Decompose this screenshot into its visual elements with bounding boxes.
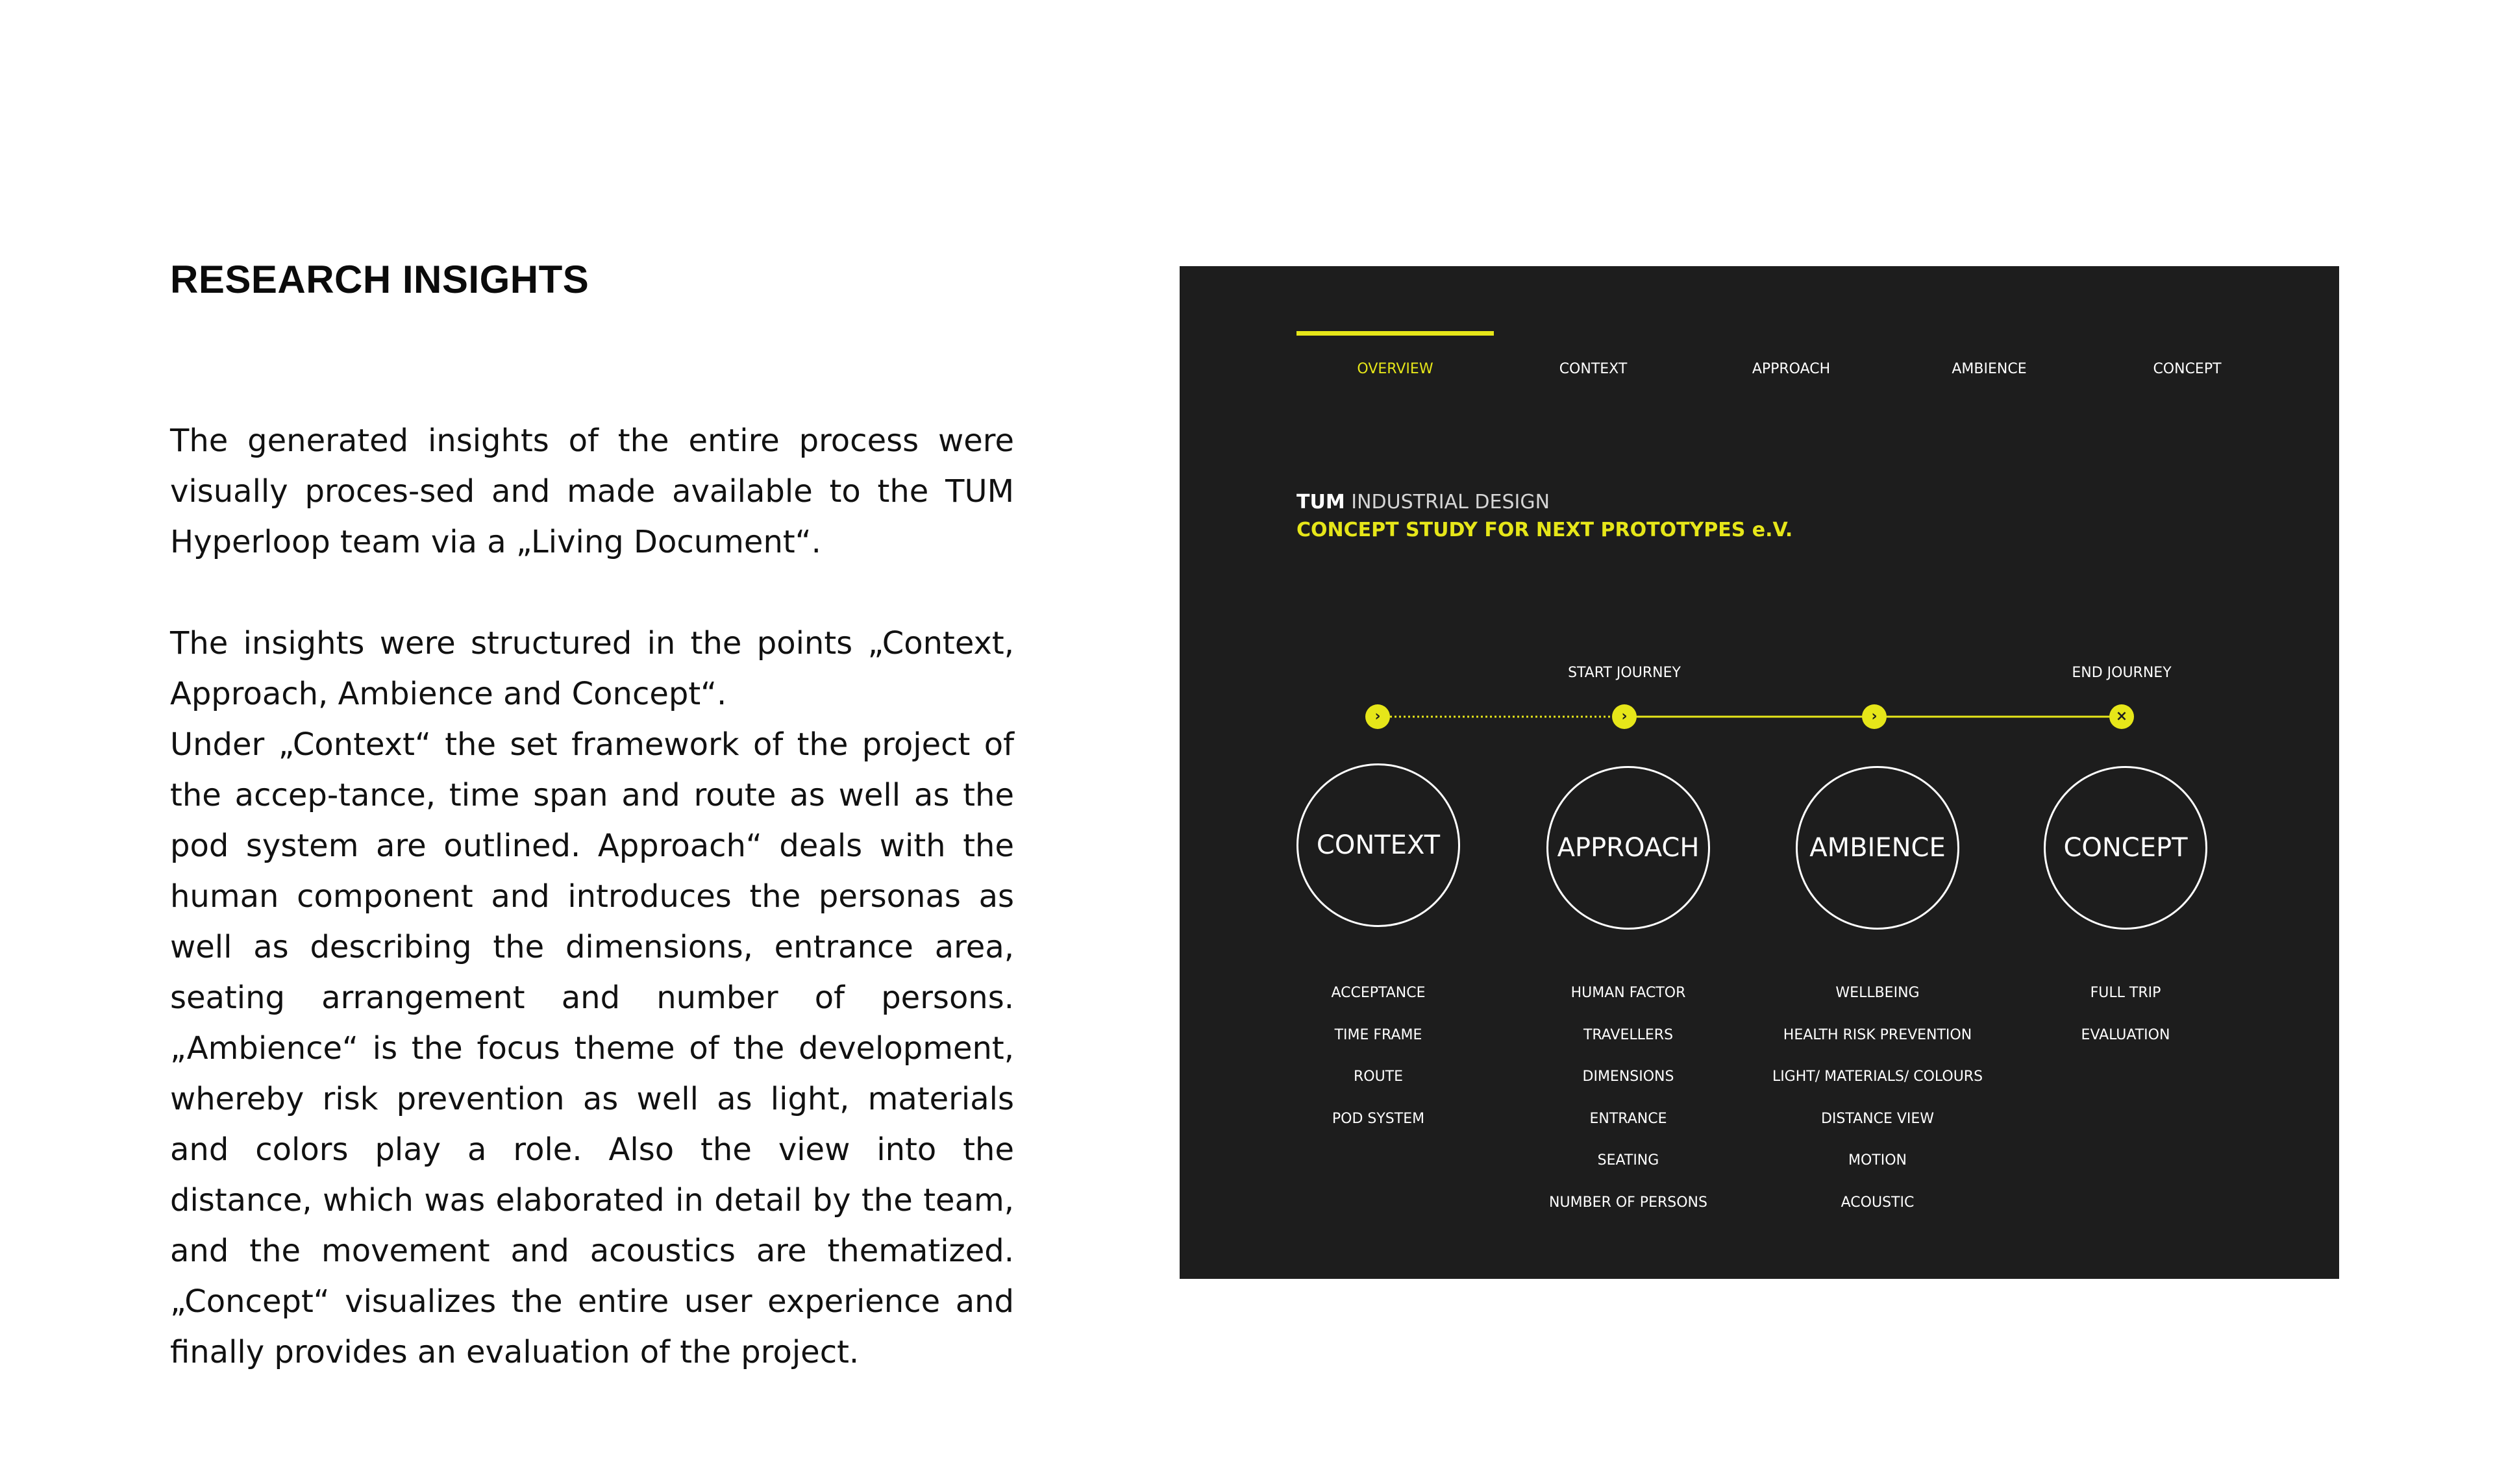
list-item: FULL TRIP <box>2090 985 2161 1001</box>
living-document-panel <box>1180 266 2339 1279</box>
list-item: HEALTH RISK PREVENTION <box>1783 1026 1972 1043</box>
tab-label: APPROACH <box>1752 361 1831 377</box>
body-text <box>170 415 1014 1378</box>
concept-items <box>2009 983 2242 1067</box>
tab-context[interactable] <box>1495 331 1692 383</box>
ambience-items <box>1761 983 1994 1235</box>
tab-ambience[interactable] <box>1891 331 2088 383</box>
list-item: DISTANCE VIEW <box>1820 1110 1935 1127</box>
list-item: ENTRANCE <box>1589 1110 1667 1127</box>
concept-circle[interactable] <box>2044 766 2207 930</box>
panel-nav <box>1296 331 2286 383</box>
paragraph-intro: The generated insights of the entire process were visually proces-sed and made available to the TUM Hyperloop team via a „Living Document“. <box>170 423 1014 560</box>
list-item: ROUTE <box>1353 1069 1404 1085</box>
tab-label: CONCEPT <box>2153 361 2222 377</box>
circle-label: APPROACH <box>1557 833 1700 863</box>
list-item: TIME FRAME <box>1334 1026 1422 1043</box>
list-item: MOTION <box>1848 1152 1907 1169</box>
circle-label: AMBIENCE <box>1809 833 1946 863</box>
tab-overview[interactable] <box>1296 331 1494 383</box>
ambience-circle[interactable] <box>1796 766 1959 930</box>
context-circle[interactable] <box>1296 763 1460 927</box>
circle-label: CONTEXT <box>1316 830 1441 860</box>
chevron-right-icon[interactable]: › <box>1365 704 1390 729</box>
approach-items <box>1511 983 1745 1235</box>
list-item: LIGHT/ MATERIALS/ COLOURS <box>1772 1069 1983 1085</box>
list-item: ACOUSTIC <box>1841 1194 1915 1211</box>
brand-dept: INDUSTRIAL DESIGN <box>1351 491 1550 513</box>
context-items <box>1261 983 1495 1151</box>
list-item: TRAVELLERS <box>1583 1026 1674 1043</box>
list-item: SEATING <box>1597 1152 1659 1169</box>
circle-label: CONCEPT <box>2063 833 2188 863</box>
tab-label: OVERVIEW <box>1357 361 1433 377</box>
close-icon[interactable]: × <box>2109 704 2134 729</box>
active-tab-indicator <box>1296 331 1494 336</box>
list-item: WELLBEING <box>1835 985 1920 1001</box>
page-title: RESEARCH INSIGHTS <box>170 258 589 301</box>
end-journey-label: END JOURNEY <box>2072 665 2172 681</box>
brand-subtitle: CONCEPT STUDY FOR NEXT PROTOTYPES e.V. <box>1296 519 1793 541</box>
chevron-right-icon[interactable]: › <box>1862 704 1887 729</box>
list-item: POD SYSTEM <box>1332 1110 1425 1127</box>
tab-approach[interactable] <box>1693 331 1890 383</box>
tab-label: CONTEXT <box>1559 361 1628 377</box>
paragraph-details: Under „Context“ the set framework of the project of the accep-tance, time span and route as well as the pod system are outlined. Approach“ deals with the human component and introduces the personas as well as describing the dimensions, entrance area, seating arrangement and number of persons. „Ambience“ is the focus theme of the development, whereby risk prevention as well as light, materials and colors play a role. Also the view into the distance, which was elaborated in detail by the team, and the movement and acoustics are thematized. „Concept“ visualizes the entire user experience and finally provides an evaluation of the project. <box>170 726 1014 1370</box>
paragraph-structure: The insights were structured in the points „Context, Approach, Ambience and Concept“. <box>170 625 1014 712</box>
approach-circle[interactable] <box>1546 766 1710 930</box>
list-item: EVALUATION <box>2081 1026 2170 1043</box>
list-item: ACCEPTANCE <box>1331 985 1426 1001</box>
chevron-right-icon[interactable]: › <box>1612 704 1637 729</box>
tab-concept[interactable] <box>2089 331 2286 383</box>
brand-block <box>1296 491 1792 541</box>
list-item: DIMENSIONS <box>1582 1069 1674 1085</box>
brand-org: TUM <box>1296 491 1345 513</box>
start-journey-label: START JOURNEY <box>1568 665 1681 681</box>
list-item: NUMBER OF PERSONS <box>1549 1194 1707 1211</box>
list-item: HUMAN FACTOR <box>1570 985 1686 1001</box>
tab-label: AMBIENCE <box>1952 361 2027 377</box>
